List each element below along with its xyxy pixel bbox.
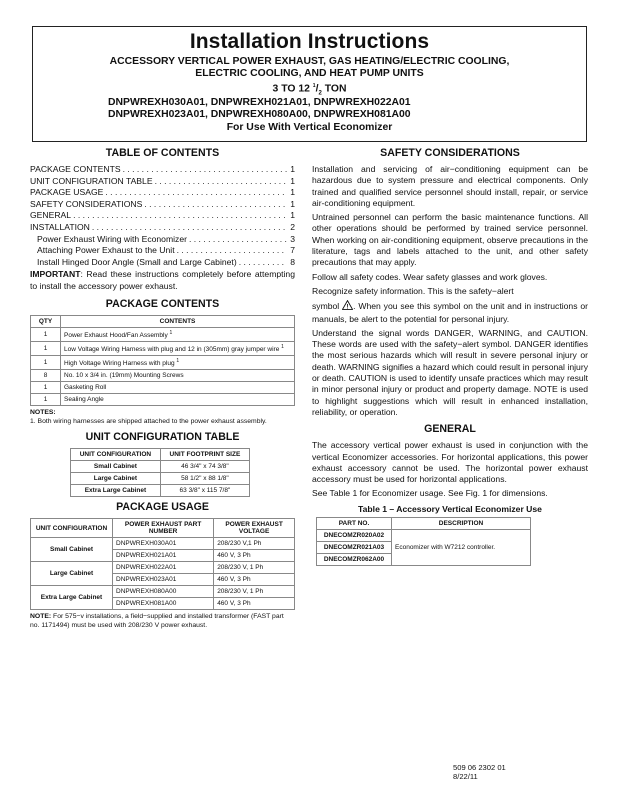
package-notes: NOTES: 1. Both wiring harnesses are shipped attached to the power exhaust assembly. <box>30 409 267 425</box>
document-subtitle <box>33 56 586 100</box>
table-row: 1 Power Exhaust Hood/Fan Assembly $^1$ <box>31 327 295 341</box>
table-row: DNPWREXH023A01 460 V, 3 Ph <box>31 574 295 586</box>
col-header-config: UNIT CONFIGURATION <box>31 519 113 538</box>
table-row: Small Cabinet DNPWREXH030A01 208/230 V,1 Ph <box>31 538 295 550</box>
toc-item: UNIT CONFIGURATION TABLE . . . 1 <box>30 176 295 188</box>
subtitle-line: ELECTRIC COOLING, AND HEAT PUMP UNITS <box>195 68 424 79</box>
table-row: 1 Sealing Angle <box>31 394 295 406</box>
package-usage-table <box>30 518 295 610</box>
toc-item: PACKAGE CONTENTS . . . 1 <box>30 164 295 176</box>
package-usage-title: PACKAGE USAGE <box>116 501 209 514</box>
document-code: 509 06 2302 01 <box>453 763 506 772</box>
table-row: 1 Gasketing Roll <box>31 382 295 394</box>
col-header-footprint: UNIT FOOTPRINT SIZE <box>160 449 249 461</box>
toc-item: SAFETY CONSIDERATIONS . . . 1 <box>30 199 295 211</box>
safety-paragraph: Follow all safety codes. Wear safety glasses and work gloves. <box>312 271 548 282</box>
toc-item: INSTALLATION . . . 2 <box>30 222 295 234</box>
model-list <box>108 97 411 121</box>
col-header-qty: QTY <box>31 315 61 327</box>
important-note: IMPORTANT: Read these instructions completely before attempting to install the accessory power exhaust. <box>30 269 295 291</box>
unit-config-table <box>70 448 250 497</box>
safety-title: SAFETY CONSIDERATIONS <box>380 147 520 159</box>
table-row: DNECOMZR021A03 <box>317 541 531 553</box>
toc-subitem: Power Exhaust Wiring with Economizer . . . 3 <box>30 234 295 246</box>
toc-list <box>30 164 295 268</box>
safety-paragraph: Installation and servicing of air−conditioning equipment can be hazardous due to system pressure and electrical components. Only trained and qualified service personnel should install, repair, or service air-conditioning equipment. <box>312 164 588 208</box>
table-row: Extra Large Cabinet DNPWREXH080A00 208/230 V, 1 Ph <box>31 586 295 598</box>
table-row: Large Cabinet DNPWREXH022A01 208/230 V, 1 Ph <box>31 562 295 574</box>
right-column <box>312 147 588 566</box>
general-paragraph: The accessory vertical power exhaust is used in conjunction with the vertical Economizer accessories. For horizontal applications, this power exhaust accessory cannot be used. The horizontal power exhaust accessory must be used for horizontal applications. <box>312 440 588 485</box>
header-box <box>32 26 587 142</box>
table-row: DNECOMZR062A00 <box>317 553 531 565</box>
toc-title: TABLE OF CONTENTS <box>105 147 220 159</box>
unit-config-title: UNIT CONFIGURATION TABLE <box>85 431 240 444</box>
general-title: GENERAL <box>424 423 476 436</box>
package-contents-table <box>30 315 295 406</box>
safety-paragraph: Understand the signal words DANGER, WARNING, and CAUTION. These words are used with the safety−alert symbol. DANGER identifies the most serious hazards which will result in severe personal injury or death. WARNING signifies a hazard which could result in personal injury or death. CAUTION is used to identify unsafe practices which may result in minor personal injury or product and property damage. NOTE is used to highlight suggestions which will result in enhanced installation, reliability, or operation. <box>312 327 588 417</box>
document-title: Installation Instructions <box>189 30 430 53</box>
table-row: 8 No. 10 x 3/4 in. (19mm) Mounting Screws <box>31 370 295 382</box>
safety-paragraph: Recognize safety information. This is the safety−alert <box>312 285 514 296</box>
toc-subitem: Install Hinged Door Angle (Small and Large Cabinet) . . . 8 <box>30 257 295 269</box>
document-date: 8/22/11 <box>453 772 478 782</box>
col-header-contents: CONTENTS <box>61 315 295 327</box>
safety-alert-icon <box>342 300 353 313</box>
left-column <box>30 147 295 630</box>
table-row: Extra Large Cabinet 63 3/8" x 115 7/8" <box>71 485 250 497</box>
toc-subitem: Attaching Power Exhaust to the Unit . . . 7 <box>30 245 295 257</box>
col-header-voltage: POWER EXHAUST VOLTAGE <box>214 519 295 538</box>
col-header-part-no: PART NO. <box>317 517 392 529</box>
package-contents-title: PACKAGE CONTENTS <box>105 297 220 310</box>
header-usage-note: For Use With Vertical Economizer <box>226 122 393 133</box>
table-row: 1 High Voltage Wiring Harness with plug $^1$ <box>31 356 295 370</box>
col-header-config: UNIT CONFIGURATION <box>71 449 161 461</box>
safety-alert-paragraph: symbol ! . When you see this symbol on the unit and in instructions or manuals, be alert to the potential for personal injury. <box>312 301 588 324</box>
package-usage-note: NOTE: For 575−v installations, a field−supplied and installed transformer (FAST part no. 1171494) must be used with 208/230 V power exhaust. <box>30 613 284 629</box>
col-header-part: POWER EXHAUST PART NUMBER <box>113 519 214 538</box>
economizer-table <box>316 517 531 566</box>
table-row: DNECOMZR020A02 Economizer with W7212 controller. <box>317 529 531 541</box>
subtitle-line: ACCESSORY VERTICAL POWER EXHAUST, GAS HEATING/ELECTRIC COOLING, <box>109 56 510 67</box>
col-header-description: DESCRIPTION <box>392 517 531 529</box>
subtitle-tonnage: 3 TO 12 $^1/_2$ TON <box>272 83 347 97</box>
safety-paragraph: Untrained personnel can perform the basic maintenance functions. All other operations should be performed by trained service personnel. When working on air-conditioning equipment, observe precautions in the literature, tags and labels attached to the unit, and other safety precautions that may apply. <box>312 212 588 268</box>
general-paragraph: See Table 1 for Economizer usage. See Fig. 1 for dimensions. <box>312 488 548 499</box>
svg-text:!: ! <box>346 304 349 311</box>
table-row: DNPWREXH021A01 460 V, 3 Ph <box>31 550 295 562</box>
table-row: Small Cabinet 46 3/4" x 74 3/8" <box>71 461 250 473</box>
model-line: DNPWREXH023A01, DNPWREXH080A00, DNPWREXH081A00 <box>108 109 411 120</box>
table-row: Large Cabinet 58 1/2" x 88 1/8" <box>71 473 250 485</box>
table-row: 1 Low Voltage Wiring Harness with plug and 12 in (305mm) gray jumper wire $^1$ <box>31 342 295 356</box>
document-footer <box>453 763 506 782</box>
table1-title: Table 1 – Accessory Vertical Economizer Use <box>358 503 542 514</box>
model-line: DNPWREXH030A01, DNPWREXH021A01, DNPWREXH022A01 <box>108 97 411 108</box>
table-row: DNPWREXH081A00 460 V, 3 Ph <box>31 598 295 610</box>
toc-item: GENERAL . . . 1 <box>30 210 295 222</box>
toc-item: PACKAGE USAGE . . . 1 <box>30 187 295 199</box>
